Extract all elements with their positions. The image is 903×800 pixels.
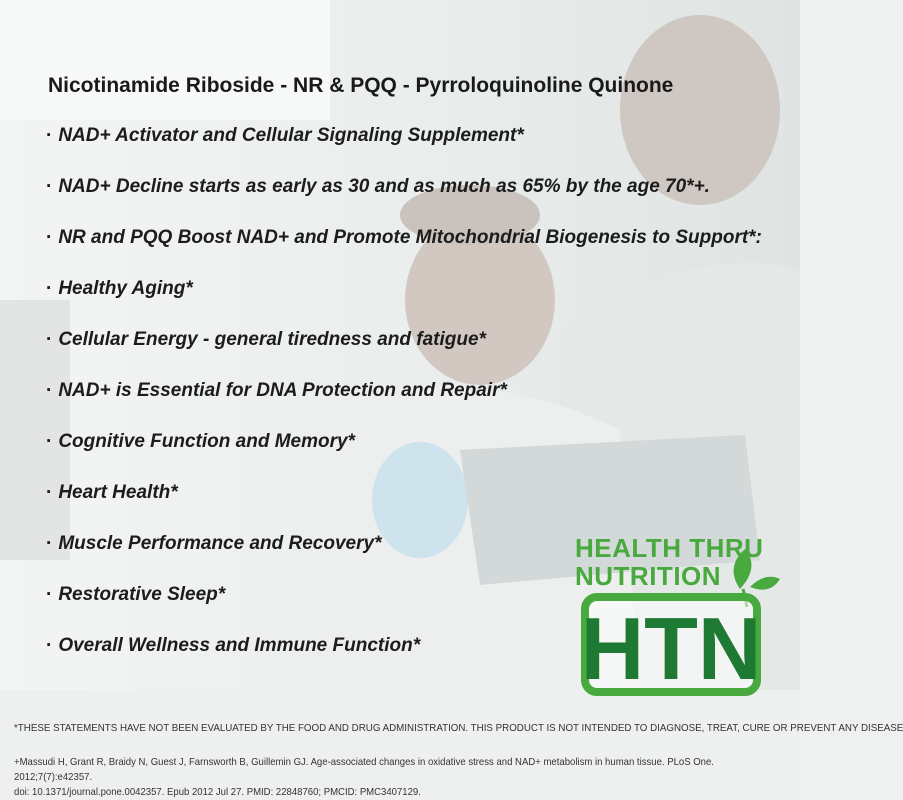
bullet-dot: · <box>46 482 53 503</box>
bullet-text: Cognitive Function and Memory* <box>58 431 355 452</box>
health-thru-nutrition-logo <box>575 527 785 702</box>
bullet-dot: · <box>46 380 53 401</box>
bullet-text: NAD+ Activator and Cellular Signaling Supplement* <box>58 125 524 146</box>
list-item <box>46 430 762 481</box>
bullet-dot: · <box>46 125 53 146</box>
bullet-text: Overall Wellness and Immune Function* <box>58 635 421 656</box>
list-item <box>46 481 762 532</box>
list-item <box>46 226 762 277</box>
citation-line: doi: 10.1371/journal.pone.0042357. Epub 2012 Jul 27. PMID: 22848760; PMCID: PMC3407129. <box>14 786 421 798</box>
bullet-dot: · <box>46 533 53 554</box>
bullet-text: Muscle Performance and Recovery* <box>58 533 382 554</box>
leaf-icon <box>750 577 780 590</box>
bullet-dot: · <box>46 584 53 605</box>
page-title: Nicotinamide Riboside - NR & PQQ - Pyrroloquinoline Quinone <box>48 74 674 97</box>
bullet-dot: · <box>46 227 53 248</box>
bullet-text: Restorative Sleep* <box>58 584 226 605</box>
bullet-text: Healthy Aging* <box>58 278 193 299</box>
bullet-text: NR and PQQ Boost NAD+ and Promote Mitochondrial Biogenesis to Support*: <box>58 227 762 248</box>
bullet-text: Cellular Energy - general tiredness and fatigue* <box>58 329 486 350</box>
reference-citation <box>14 755 760 800</box>
list-item <box>46 328 762 379</box>
list-item <box>46 124 762 175</box>
list-item <box>46 277 762 328</box>
citation-line: +Massudi H, Grant R, Braidy N, Guest J, Farnsworth B, Guillemin GJ. Age-associated changes in oxidative stress and NAD+ metabolism in human tissue. PLoS One. 2012;7(7):e42357. <box>14 756 714 783</box>
logo-text-line1: HEALTH THRU <box>575 533 764 563</box>
bullet-text: NAD+ Decline starts as early as 30 and as much as 65% by the age 70*+. <box>58 176 710 197</box>
bullet-dot: · <box>46 176 53 197</box>
logo-text-line2: NUTRITION <box>575 561 722 591</box>
bullet-dot: · <box>46 431 53 452</box>
bullet-dot: · <box>46 329 53 350</box>
bullet-dot: · <box>46 278 53 299</box>
bullet-text: Heart Health* <box>58 482 178 503</box>
bullet-dot: · <box>46 635 53 656</box>
fda-disclaimer: *THESE STATEMENTS HAVE NOT BEEN EVALUATED BY THE FOOD AND DRUG ADMINISTRATION. THIS PRODUCT IS NOT INTENDED TO DIAGNOSE, TREAT, CURE OR PREVENT ANY DISEASE <box>14 722 903 734</box>
list-item <box>46 379 762 430</box>
htn-monogram: HTN <box>580 599 762 698</box>
list-item <box>46 175 762 226</box>
bullet-text: NAD+ is Essential for DNA Protection and Repair* <box>58 380 507 401</box>
